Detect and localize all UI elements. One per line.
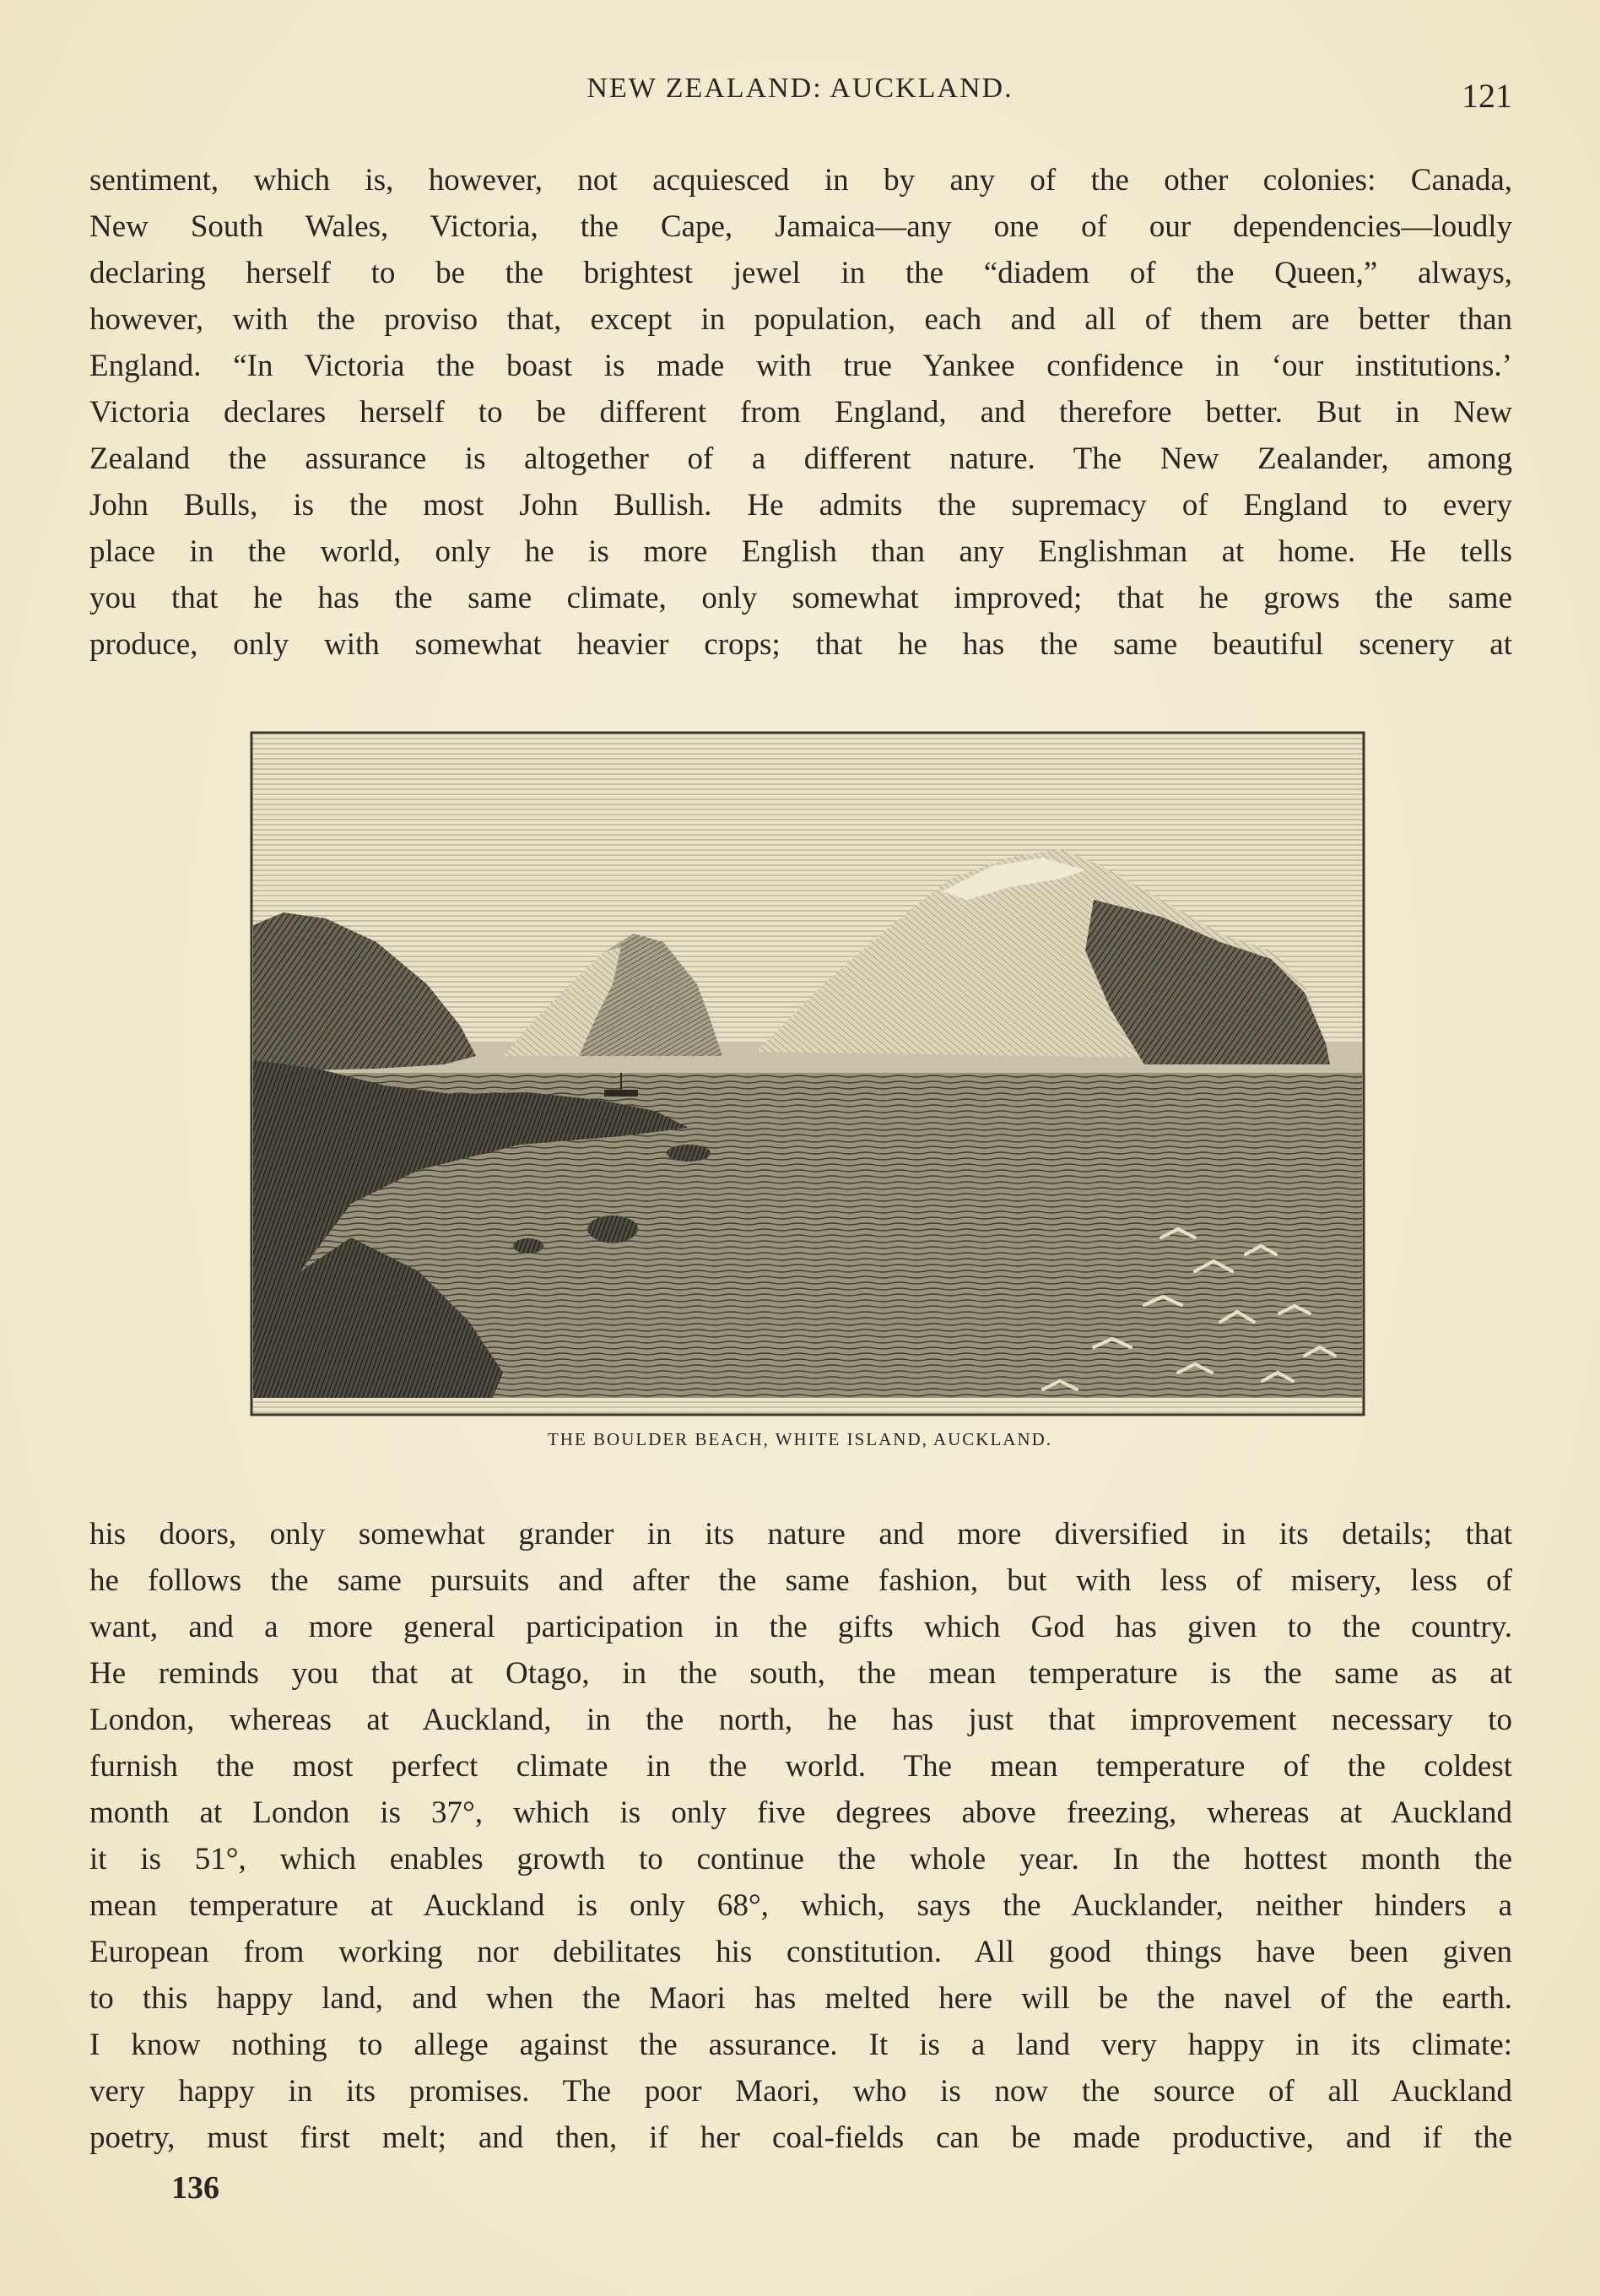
figure-caption: THE BOULDER BEACH, WHITE ISLAND, AUCKLAND. (547, 1429, 1053, 1449)
running-head (0, 73, 1600, 115)
body-text-bottom (89, 1511, 1512, 2161)
text-line: England. “In Victoria the boast is made with true Yankee confidence in ‘our institutions.’ (89, 349, 1512, 383)
text-line: to this happy land, and when the Maori has melted here will be the navel of the earth. (89, 1981, 1512, 2016)
text-line: Zealand the assurance is altogether of a different nature. The New Zealander, among (89, 441, 1512, 476)
text-line: New South Wales, Victoria, the Cape, Jamaica—any one of our dependencies—loudly (89, 209, 1512, 244)
text-line: his doors, only somewhat grander in its nature and more diversified in its details; that (89, 1517, 1512, 1551)
body-text-top (89, 157, 1512, 668)
text-line: produce, only with somewhat heavier crops; that he has the same beautiful scenery at (89, 627, 1512, 662)
text-line: month at London is 37°, which is only five degrees above freezing, whereas at Auckland (89, 1795, 1512, 1830)
text-line: very happy in its promises. The poor Maori, who is now the source of all Auckland (89, 2074, 1512, 2109)
text-line: it is 51°, which enables growth to continue the whole year. In the hottest month the (89, 1842, 1512, 1876)
text-line: Victoria declares herself to be different from England, and therefore better. But in New (89, 395, 1512, 430)
text-line: he follows the same pursuits and after the same fashion, but with less of misery, less of (89, 1563, 1512, 1598)
text-line: place in the world, only he is more English than any Englishman at home. He tells (89, 534, 1512, 569)
text-line: London, whereas at Auckland, in the north, he has just that improvement necessary to (89, 1703, 1512, 1737)
page-number: 121 (1462, 77, 1512, 115)
signature-mark: 136 (171, 2170, 219, 2206)
text-line: sentiment, which is, however, not acquiesced in by any of the other colonies: Canada, (89, 163, 1512, 198)
text-line: mean temperature at Auckland is only 68°, which, says the Aucklander, neither hinders a (89, 1888, 1512, 1923)
text-line: European from working nor debilitates his constitution. All good things have been given (89, 1935, 1512, 1969)
text-line: furnish the most perfect climate in the world. The mean temperature of the coldest (89, 1749, 1512, 1784)
running-title: NEW ZEALAND: AUCKLAND. (586, 73, 1014, 104)
text-line: you that he has the same climate, only somewhat improved; that he grows the same (89, 581, 1512, 615)
text-line: John Bulls, is the most John Bullish. He admits the supremacy of England to every (89, 488, 1512, 523)
text-line: poetry, must first melt; and then, if her coal-fields can be made productive, and if the (89, 2120, 1512, 2155)
text-line: however, with the proviso that, except in population, each and all of them are better than (89, 302, 1512, 337)
text-line: want, and a more general participation in the gifts which God has given to the country. (89, 1610, 1512, 1644)
text-line: I know nothing to allege against the assurance. It is a land very happy in its climate: (89, 2028, 1512, 2062)
text-line: He reminds you that at Otago, in the south, the mean temperature is the same as at (89, 1656, 1512, 1691)
engraving-illustration (250, 731, 1365, 1416)
text-line: declaring herself to be the brightest jewel in the “diadem of the Queen,” always, (89, 256, 1512, 290)
